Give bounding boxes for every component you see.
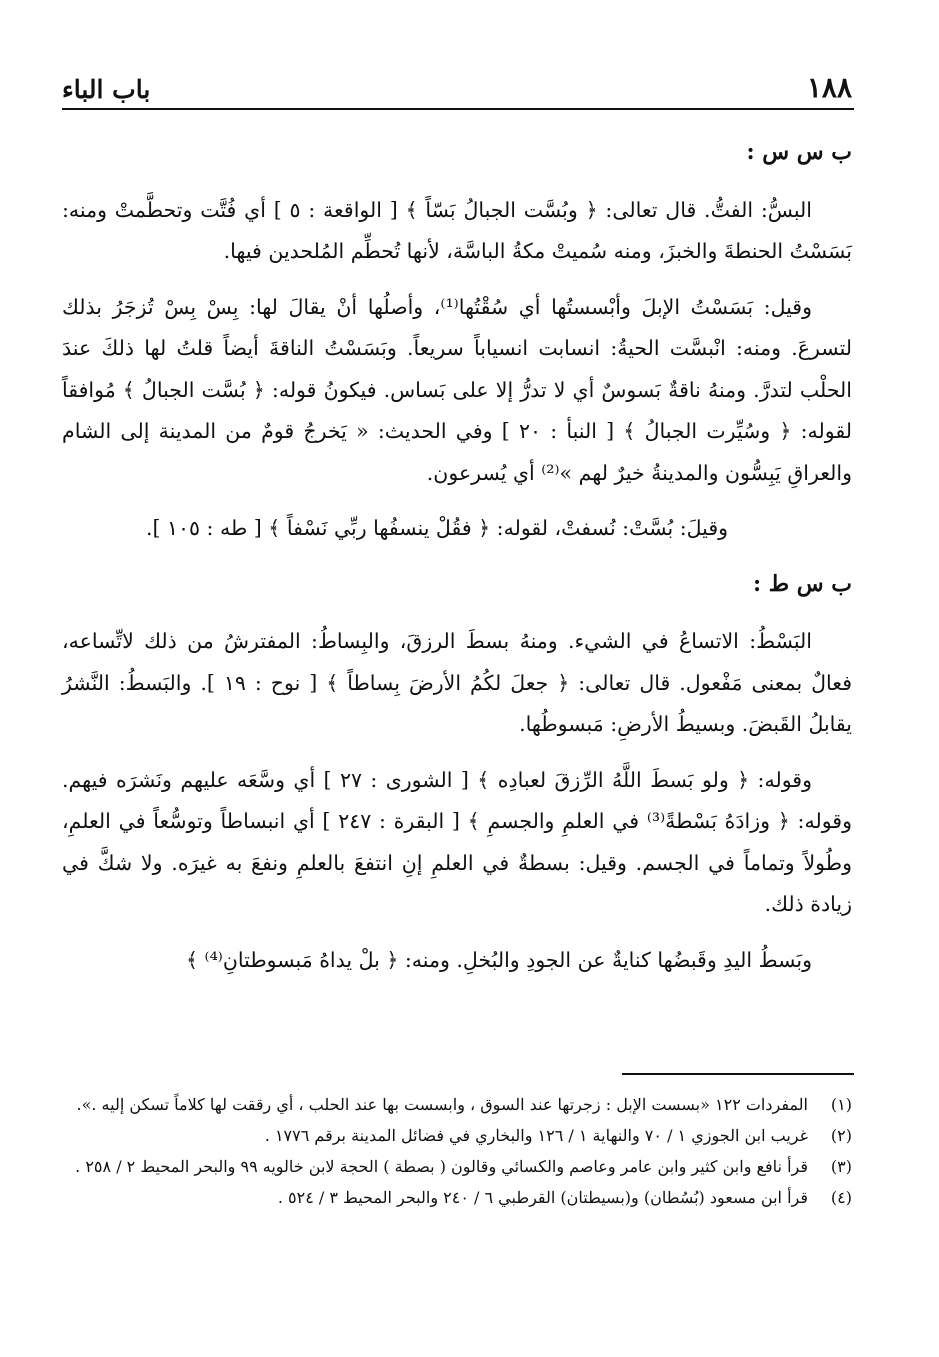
footnote-number: (٣) [830, 1157, 852, 1176]
footnote-text: غريب ابن الجوزي ١ / ٧٠ والنهاية ١ / ١٢٦ والبخاري في فضائل المدينة برقم ١٧٧٦ . [264, 1126, 808, 1145]
chapter-title: باب الباء [62, 75, 151, 104]
page-number: ١٨٨ [806, 71, 852, 104]
paragraph: وقيل: بَسَسْتُ الإبلَ وأبْسستُها أي سُقْتُها⁽¹⁾، وأصلُها أنْ يقالَ لها: بِسْ بِسْ تُزجَرُ بذلك لتسرعَ. ومنه: انْبسَّت الحيةُ: انسابت انسياباً سريعاً. وبَسَسْتُ الناقةَ أيضاً قلتُ لها ذلكَ عندَ الحلْب لتدرَّ. ومنهُ ناقةٌ بَسوسٌ أي لا تدرُّ إلا على بَساس. فيكونُ قوله: ﴿ بُسَّت الجبالُ ﴾ مُوافقاً لقوله: ﴿ وسُيِّرت الجبالُ ﴾ [ النبأ : ٢٠ ] وفي الحديث: « يَخرجُ قومٌ من المدينة إلى الشام والعراقِ يَبِسُّون والمدينةُ خيرٌ لهم »⁽²⁾ أي يُسرعون. [62, 294, 853, 485]
footnote-number: (٢) [830, 1126, 852, 1145]
footnote [62, 1090, 852, 1119]
footnote [62, 1152, 852, 1181]
entry-heading-bst: ب س ط : [752, 570, 852, 597]
footnote-number: (١) [830, 1095, 852, 1114]
paragraph: وقيلَ: بُسَّتْ: نُسفتْ، لقوله: ﴿ فقُلْ ينسفُها ربِّي نَسْفاً ﴾ [ طه : ١٠٥ ]. [145, 516, 729, 540]
paragraph: وقوله: ﴿ ولو بَسطَ اللَّهُ الرِّزقَ لعبادِه ﴾ [ الشورى : ٢٧ ] أي وسَّعَه عليهم ونَشرَه فيهم. وقوله: ﴿ وزادَهُ بَسْطةً⁽³⁾ في العلمِ والجسمِ ﴾ [ البقرة : ٢٤٧ ] أي انبساطاً وتوسُّعاً في العلمِ، وطُولاً وتماماً في الجسم. وقيل: بسطةٌ في العلمِ إنِ انتفعَ بالعلمِ ونفعَ به غيرَه. ولا شكَّ في زيادة ذلك. [62, 767, 852, 916]
footnotes [62, 1090, 852, 1214]
entry-heading-bss: ب س س : [746, 139, 852, 165]
footnote-text: قرأ ابن مسعود (بُسُطان) و(بسيطتان) القرطبي ٦ / ٢٤٠ والبحر المحيط ٣ / ٥٢٤ . [277, 1188, 808, 1207]
footnote-text: قرأ نافع وابن كثير وابن عامر وعاصم والكسائي وقالون ( بصطة ) الحجة لابن خالويه ٩٩ والبحر المحيط ٢ / ٢٥٨ . [75, 1157, 808, 1176]
header-divider [62, 108, 854, 110]
footnote [62, 1183, 852, 1212]
page-header [62, 52, 852, 104]
main-text [62, 128, 852, 995]
paragraph: البسُّ: الفتُّ. قال تعالى: ﴿ وبُسَّت الجبالُ بَسّاً ﴾ [ الواقعة : ٥ ] أي فُتَّت وتحطَّمتْ ومنه: بَسَسْتُ الحنطةَ والخبزَ، ومنه سُميتْ مكةُ الباسَّة، لأنها تُحطِّم المُلحدين فيها. [62, 197, 852, 263]
paragraph: البَسْطُ: الاتساعُ في الشيء. ومنهُ بسطَ الرزقَ، والبِساطُ: المفترشُ من ذلك لاتِّساعه، فعالٌ بمعنى مَفْعول. قال تعالى: ﴿ جعلَ لكُمُ الأرضَ بِساطاً ﴾ [ نوح : ١٩ ]. والبَسطُ: النَّشرُ يقابلُ القَبضَ. وبسيطُ الأرضِ: مَبسوطُها. [62, 629, 852, 736]
footnote [62, 1121, 852, 1150]
paragraph: وبَسطُ اليدِ وقَبضُها كنايةٌ عن الجودِ والبُخلِ. ومنه: ﴿ بلْ يداهُ مَبسوطتانِ⁽⁴⁾ ﴾ [186, 947, 812, 972]
footnote-divider [622, 1073, 854, 1075]
footnote-text: المفردات ١٢٢ «بسست الإبل : زجرتها عند السوق ، وابسست بها عند الحلب ، أي رققت لها كلاماً تسكن إليه .». [76, 1095, 808, 1114]
footnote-number: (٤) [830, 1188, 852, 1207]
